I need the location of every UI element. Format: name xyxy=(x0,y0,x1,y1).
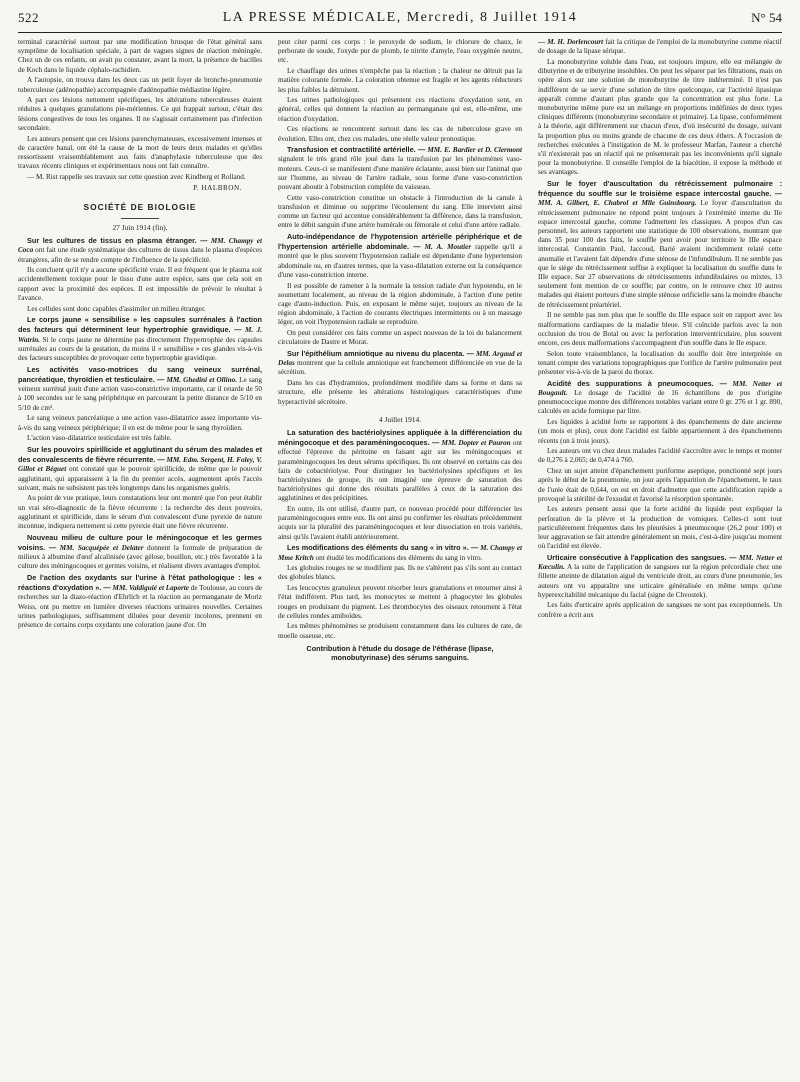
paragraph: Les mêmes phénomènes se produisent constamment dans les cultures de rate, de moelle osseuse, etc. xyxy=(278,622,522,640)
communication-title: Les activités vaso-motrices du sang veineux surrénal, pancréatique, thyroïdien et testiculaire. — xyxy=(18,364,262,384)
page-number: 522 xyxy=(18,10,39,25)
communication-title: Transfusion et contractilité artérielle. — xyxy=(287,145,426,155)
communication xyxy=(278,543,522,562)
paragraph: Les urines pathologiques qui présentent ces réactions d'oxydation sont, en général, celles qui donnent la réaction au permanganate qui est, elle-même, une réaction d'oxydation. xyxy=(278,96,522,123)
paragraph: Selon toute vraisemblance, la localisation du souffle doit être interprétée en tenant compte des variations topographiques que l'orifice de l'artère pulmonaire peut présenter vis-à-vis de la paroi du thorax. xyxy=(538,349,782,377)
paragraph: L'action vaso-dilatatrice testiculaire est très faible. xyxy=(27,434,172,443)
communication-text: ont fait une étude systématique des cultures de tissus dans le plasma d'espèces étrangères, afin de se rendre compte de l'influence de la spécificité. xyxy=(18,246,262,264)
paragraph: Les auteurs pensent aussi que la forte acidité du liquide peut expliquer la perforation de la plèvre et la production de vomiques. Celles-ci sont tout particulièrement fréquentes dans les pleurésies à pneumocoque (26,2 pour 100) et leur aggravation se fait attendre généralement un mois, c'est-à-dire jusqu'au moment où l'acidité est élevée. xyxy=(538,505,782,551)
communication-text: Le dosage de l'acidité de 16 échantillons de pus d'origine pneumococcique montre des différences notables variant entre 0 gr. 276 et 1 gr. 890, calculés en acide formique par litre. xyxy=(538,389,782,416)
communication-title: Acidité des suppurations à pneumocoques. — xyxy=(547,378,727,388)
communication-title: Sur l'épithélium amniotique au niveau du placenta. — xyxy=(287,349,474,358)
paragraph: Chez un sujet atteint d'épanchement puriforme aseptique, ponctionné sept jours après le début de la pneumonie, un jour après l'apparition de l'épanchement, le taux de l'urée était de 0,644, on est en droit d'admettre que cette acidification rapide a provoqué la stérilité de l'exsudat et favorisé la résorption spontanée. xyxy=(538,467,782,503)
paragraph: Il est possible de ramener à la normale la tension radiale d'un hypotendu, en le soumettant localement, au niveau de la région abdominale, à l'action d'une petite cage d'auto-induction. Puis, en exposant le même sujet, toujours au niveau de la région abdominale, à l'action de courants électriques intermittents ou à un massage léger, on voit l'hypotension radiale se reproduire. xyxy=(278,281,522,327)
paragraph: Les liquides à acidité forte se rapportent à des épanchements de date ancienne (un mois et plus), ceux dont l'acidité est faible appartiennent à des épanchements récents (un à trois jours). xyxy=(538,418,782,445)
communication-text: Si le corps jaune ne détermine pas directement l'hypertrophie des capsules surrénales au cours de la gestation, du moins il « sensibilise » ces glandes vis-à-vis des facteurs susceptibles de provoquer cette hypertrophie gravidique. xyxy=(18,335,262,363)
communication xyxy=(18,445,262,493)
communication-authors: MM. A. Gilbert, E. Chabrol et Mlle Guinsbourg. xyxy=(538,199,697,208)
paragraph: A l'autopsie, on trouva dans les deux cas un petit foyer de broncho-pneumonie tuberculeuse (adénopathie) accompagnée d'adénopathie médiastine légère. xyxy=(18,76,262,94)
issue-number: N° 54 xyxy=(751,10,782,25)
communication-text: A la suite de l'application de sangsues sur la région précordiale chez une fillette atteinte de dilatation aiguë du ventricule droit, au cours d'une pneumonie, les auteurs ont vu apparaître une urticaire généralisée en même temps qu'une hyperexcitabilité mécanique du facial (signe de Chvostek). xyxy=(538,563,782,599)
paragraph: Les auteurs pensent que ces lésions parenchymateuses, excessivement intenses et de caractère banal, ont été la cause de la mort de leurs deux malades et qu'elles ressortissent vraisemblablement aux faits d'anaphylaxie tuberculeuse que des travaux récents cliniques et expérimentaux nous ont fait connaître. xyxy=(18,134,262,171)
journal-title: LA PRESSE MÉDICALE, Mercredi, 8 Juillet 1914 xyxy=(222,10,578,25)
communication-text: ont étudié les modifications des éléments du sang in vitro. xyxy=(315,553,483,562)
communication-authors: MM. Sacquépée et Delater xyxy=(59,543,144,552)
paragraph: Les globules rouges ne se modifient pas. Ils ne s'altèrent pas s'ils sont au contact des globules blancs. xyxy=(278,564,522,582)
communication-text: rappelle qu'il a montré que le plus souvent l'hypotension radiale est dépendante d'une hypertension abdominale ou, en d'autres termes, que la vaso-dilatation externe est la conséquence d'une vaso-constriction interne. xyxy=(278,243,522,279)
communication-authors: MM. Dopter et Pauron xyxy=(441,439,511,448)
communication-authors: MM. E. Bardier et D. Clermont xyxy=(427,146,522,155)
communication-title: Auto-indépendance de l'hypotension artérielle périphérique et de l'hypertension artérielle abdominale. — xyxy=(278,232,522,252)
paragraph: Ils concluent qu'il n'y a aucune spécificité vraie. Il est fréquent que le plasma soit accidentellement toxique pour le tissu d'une autre espèce, sans que cela soit en rapport avec la proximité des espèces. Il est impossible de prévoir le résultat à l'avance. xyxy=(18,266,262,302)
communication-authors: MM. Ghedini et Ollino. xyxy=(166,376,238,384)
communication-title: Urticaire consécutive à l'application des sangsues. — xyxy=(547,552,737,562)
society-heading: SOCIÉTÉ DE BIOLOGIE xyxy=(83,201,197,212)
paragraph: Le chauffage des urines n'empêche pas la réaction ; la chaleur ne détruit pas la matière colorante formée. La coloration obtenue est fragile et les agents réducteurs les plus faibles la détruisent. xyxy=(278,67,522,94)
paragraph: Le sang veineux pancréatique a une action vaso-dilatatrice assez importante vis-à-vis du sang veineux périphérique; il en est de même pour le sang thyroïdien. xyxy=(18,414,262,432)
signature: P. HALBRON. xyxy=(193,183,242,192)
paragraph: En outre, ils ont utilisé, d'autre part, ce nouveau procédé pour différencier les paraméningocoques entre eux. Ils ont ainsi pu confirmer les résultats précédemment acquis sur la pluralité des paraméningocoques et leur dissociation en trois variétés, ainsi qu'ils l'avaient établi antérieurement. xyxy=(278,505,522,541)
communication-text: ont constaté que le pouvoir spirillicide, de même que le pouvoir agglutinant, qui apparaissent à la fin du premier accès, augmentent après l'accès suivant, mais ne subsistent pas très longtemps dans les organismes guéris. xyxy=(18,465,262,492)
communication-text: donnent la formule de préparation de milieux à albumine d'œuf alcalinisée (avec gélose, bouillon, etc.) très favorable à la culture des méningocoques et germes voisins, et réalisent divers avantages d'emploi. xyxy=(18,543,262,571)
communication-authors: MM. Edm. Sergent, H. Foley, V. Gillot et Béguet xyxy=(18,456,262,474)
communication-authors: — M. H. Dorlencourt xyxy=(538,38,604,46)
communication-authors: MM. Netter et Kœculin. xyxy=(538,553,782,572)
communication-text: Le foyer d'auscultation du rétrécissement pulmonaire ne répond point toujours à l'extrémité interne du IIe espace intercostal gauche, comme l'admettent les classiques. A propos d'un cas personnel, les auteurs rapportent une statistique de 100 observations, montrant que dans 35 pour 100 des faits, le souffle peut avoir pour territoire le IIIe espace intercostal. Constantin Paul, Jaccoud, Barié avaient incidemment relaté cette anomalie et l'avaient fait dépendre d'une sténose de l'infundibulum. Il ne semble pas que le siège du rétrécissement suffise à expliquer la localisation du souffle dans le IIIe espace. Sur 27 observations de rétrécissements infundibulaires ou mixtes, 13 seulement font mention de ce souffle; par contre, on le retrouve chez 10 autres malades qui étaient porteurs d'une simple sténose orificielle sans la moindre ébauche de rétrécissement préartériel. xyxy=(538,199,782,309)
communication-text: de Toulouse, au cours de recherches sur la diazo-réaction d'Ehrlich et la réaction au permanganate de Moriz Weiss, ont pu mettre en lumière diverses réactions urinaires nouvelles. Certaines urines pathologiques, suffisamment diluées pour devenir incolores, prennent en présence de certains corps oxydants une coloration jaune d'or. On xyxy=(18,584,262,630)
communication-text: montrent que la cellule amniotique est franchement différenciée en vue de la sécrétion. xyxy=(278,359,522,377)
paragraph: Les auteurs ont vu chez deux malades l'acidité s'accroître avec le temps et monter de 0,276 à 2,065; de 0,474 à 760. xyxy=(538,447,782,465)
communication-authors: M. Champy et Mme Kritch xyxy=(278,544,522,562)
communication-title: Le corps jaune « sensibilise » les capsules surrénales à l'action des facteurs qui déterminent leur hypertrophie gravidique. — xyxy=(18,315,262,335)
paragraph: Dans les cas d'hydramnios, profondément modifiée dans sa forme et dans sa structure, elle présente les altérations histologiques caractéristiques d'une hyperactivité sécrétoire. xyxy=(278,379,522,406)
paragraph: Au point de vue pratique, leurs constatations leur ont montré que l'on peut établir un vrai séro-diagnostic de la fièvre récurrente : la recherche des deux pouvoirs, agglutinant et spirillicide, dans le sérum d'un convalescent d'une pyrexie de nature inconnue, indiquera nettement si cette pyrexie était une fièvre récurrente. xyxy=(18,494,262,531)
paragraph: terminal caractérisé surtout par une modification brusque de l'état général sans symptôme de localisation spéciale, à part de vagues signes de réaction méningée. Chez un de ces enfants, on avait pu constater, avant la mort, la présence de bacilles de Koch dans le liquide céphalo-rachidien. xyxy=(18,38,262,74)
communication-text: fait la critique de l'emploi de la monobutyrine comme réactif de dosage de la lipase sérique. xyxy=(538,38,782,56)
communication-title: Sur le foyer d'auscultation du rétrécissement pulmonaire : fréquence du souffle sur le troisième espace intercostal gauche. — xyxy=(538,179,782,199)
communication-authors: MM. Netter et Bougault. xyxy=(538,379,782,398)
paragraph: Les cellules sont donc capables d'assimiler un milieu étranger. xyxy=(27,304,206,313)
communication xyxy=(278,428,522,504)
paragraph: Ces réactions se rencontrent surtout dans les cas de tuberculose grave en évolution. Elles ont, chez ces malades, une réelle valeur pronostique. xyxy=(278,125,522,143)
communication xyxy=(278,232,522,280)
session-date: 27 Juin 1914 (fin). xyxy=(112,222,168,232)
column-left xyxy=(18,38,262,1074)
paragraph: Il ne semble pas non plus que le souffle du IIIe espace soit en rapport avec les malformations cardiaques de la maladie bleue. S'il coïncide parfois avec la non occlusion du trou de Botal ou avec la perforation interventriculaire, plus souvent encore, ces deux malformations s'accompagnent d'un souffle dans le IIe espace. xyxy=(538,311,782,347)
article-columns xyxy=(18,38,782,1074)
communication xyxy=(18,236,262,265)
paragraph: — M. Rist rappelle ses travaux sur cette question avec Kindberg et Rolland. xyxy=(27,172,246,181)
session-date: 4 Juillet 1914. xyxy=(378,414,422,424)
paragraph: On peut considérer ces faits comme un aspect nouveau de la loi du balancement circulatoire de Dastre et Morat. xyxy=(278,329,522,347)
paragraph: peut citer parmi ces corps : le peroxyde de sodium, le chlorure de chaux, le perborate de soude, l'oxyde pur de plomb, le nitrite d'amyle, l'eau oxygénée neutre, etc. xyxy=(278,38,522,65)
page-header xyxy=(18,10,782,33)
communication xyxy=(18,315,262,363)
divider xyxy=(121,218,159,219)
communication-title: La saturation des bactériolysines appliquée à la différenciation du méningocoque et des paraméningocoques. — xyxy=(278,427,522,448)
communication-title: De l'action des oxydants sur l'urine à l'état pathologique : les « réactions d'oxydation ». — xyxy=(18,573,262,593)
paragraph: Les faits d'urticaire après application de sangsues ne sont pas exceptionnels. Un confrère a écrit aux xyxy=(538,601,782,619)
communication xyxy=(538,379,782,417)
column-middle xyxy=(278,38,522,1074)
communication xyxy=(18,533,262,572)
communication-authors: M. A. Moutier xyxy=(424,243,472,252)
communication-authors: MM. Champy et Coca xyxy=(18,237,262,255)
communication-authors: M. J. Watrin. xyxy=(18,326,262,344)
communication-authors: MM. Valdiguié et Laporte xyxy=(112,584,189,593)
column-right xyxy=(538,38,782,1074)
communication-title: Nouveau milieu de culture pour le méningocoque et les germes voisins. — xyxy=(18,532,262,552)
communication xyxy=(538,553,782,600)
communication xyxy=(18,573,262,630)
communication xyxy=(538,38,782,56)
communication-authors: MM. Argaud et Delas xyxy=(278,350,522,368)
communication xyxy=(538,179,782,310)
paragraph: Les leucocytes granuleux peuvent résorber leurs granulations et retourner ainsi à l'état indifférent. Plus tard, les monocytes se mettent à phagocyter les globules rouges en produisant du pigment. Les thrombocytes des oiseaux retournent à l'état de cellules rondes amiboïdes. xyxy=(278,584,522,620)
communication-text: Le sang veineux surrénal jouit d'une action vaso-constrictive importante, car il retarde de 50 à 100 secondes sur le sang périphérique en parcourant la petite distance de 5/10 en 5/10 de cm³. xyxy=(18,376,262,412)
communication xyxy=(18,365,262,413)
paragraph: A part ces lésions nettement spécifiques, les altérations tuberculeuses étaient réduites à quelques granulations pie-mériennes. Ce qui frappait surtout, c'était des lésions congestives de tous les organes. Il ne s'agissait certainement pas d'infection secondaire. xyxy=(18,96,262,132)
communication xyxy=(278,349,522,378)
communication-title: Sur les pouvoirs spirillicide et agglutinant du sérum des malades et des convalescents de fièvre récurrente. — xyxy=(18,444,262,465)
communication-title: Sur les cultures de tissus en plasma étranger. — xyxy=(27,236,208,246)
communication xyxy=(278,145,522,192)
communication-text: signalent le très grand rôle joué dans la transfusion par les phénomènes vaso-moteurs. Ceux-ci se manifestent d'une manière éclatante, aussi bien sur l'animal que sur l'homme, au niveau de l'artère radiale, sous forme d'une vaso-constriction pouvant aboutir à l'obstruction complète du vaisseau. xyxy=(278,155,522,192)
communication-title: Contribution à l'étude du dosage de l'éthérase (lipase, monobutyrinase) des sérums sanguins. xyxy=(306,643,494,663)
paragraph: La monobutyrine soluble dans l'eau, est toujours impure, elle est mélangée de dibutyrine et de tributyrine insolubles. On peut les séparer par les filtrations, mais on opère alors sur une solution de monobutyrine de titre indéterminé. Il n'est pas indifférent de se servir d'une solution de titre quelconque, car l'activité lipasique apparaît comme d'autant plus grande que la concentration est plus forte. La monobutyrine même pure est un mélange en proportions indéfinies de deux types cliniques différents (monobutyrine secondaire et primaire). La lipase, conformément à la théorie, agit différemment sur chacun d'eux, d'où insécurité du dosage, suivant la proportion plus ou moins grande de chacune de ces deux éthers. A l'occasion de recherches exécutées à l'instigation de M. le professeur Marfan, l'auteur a cherché s'il n'existerait pas un réactif qui ne présenterait pas les inconvénients qu'il signale pour la monobutyrine. Il conseille l'emploi de la biacétine, il expose la méthode et ses avantages. xyxy=(538,57,782,177)
paragraph: Cette vaso-constriction constitue un obstacle à l'introduction de la canule à transfusion et diminue ou supprime l'écoulement du sang. Elle intervient ainsi comme un facteur qui accentue considérablement la différence, dans la transfusion, entre le débit sanguin d'une artère humérale ou fémorale et celui d'une artère radiale. xyxy=(278,193,522,230)
communication-title: Les modifications des éléments du sang « in vitro ». — xyxy=(287,543,479,553)
communication-text: ont effectué l'épreuve du péritoine en faisant agir sur les méningocoques et paraméningocoques les deux sérums spécifiques. Ils ont observé en certains cas des faits de cobactériolyse. Pour distinguer les bactériolysines spécifiques et les bactériolysines de groupe, ils ont imaginé une épreuve de saturation des bactériolysines qui donne des résultats parallèles à ceux de la saturation des agglutinines et des précipitines. xyxy=(278,439,522,503)
